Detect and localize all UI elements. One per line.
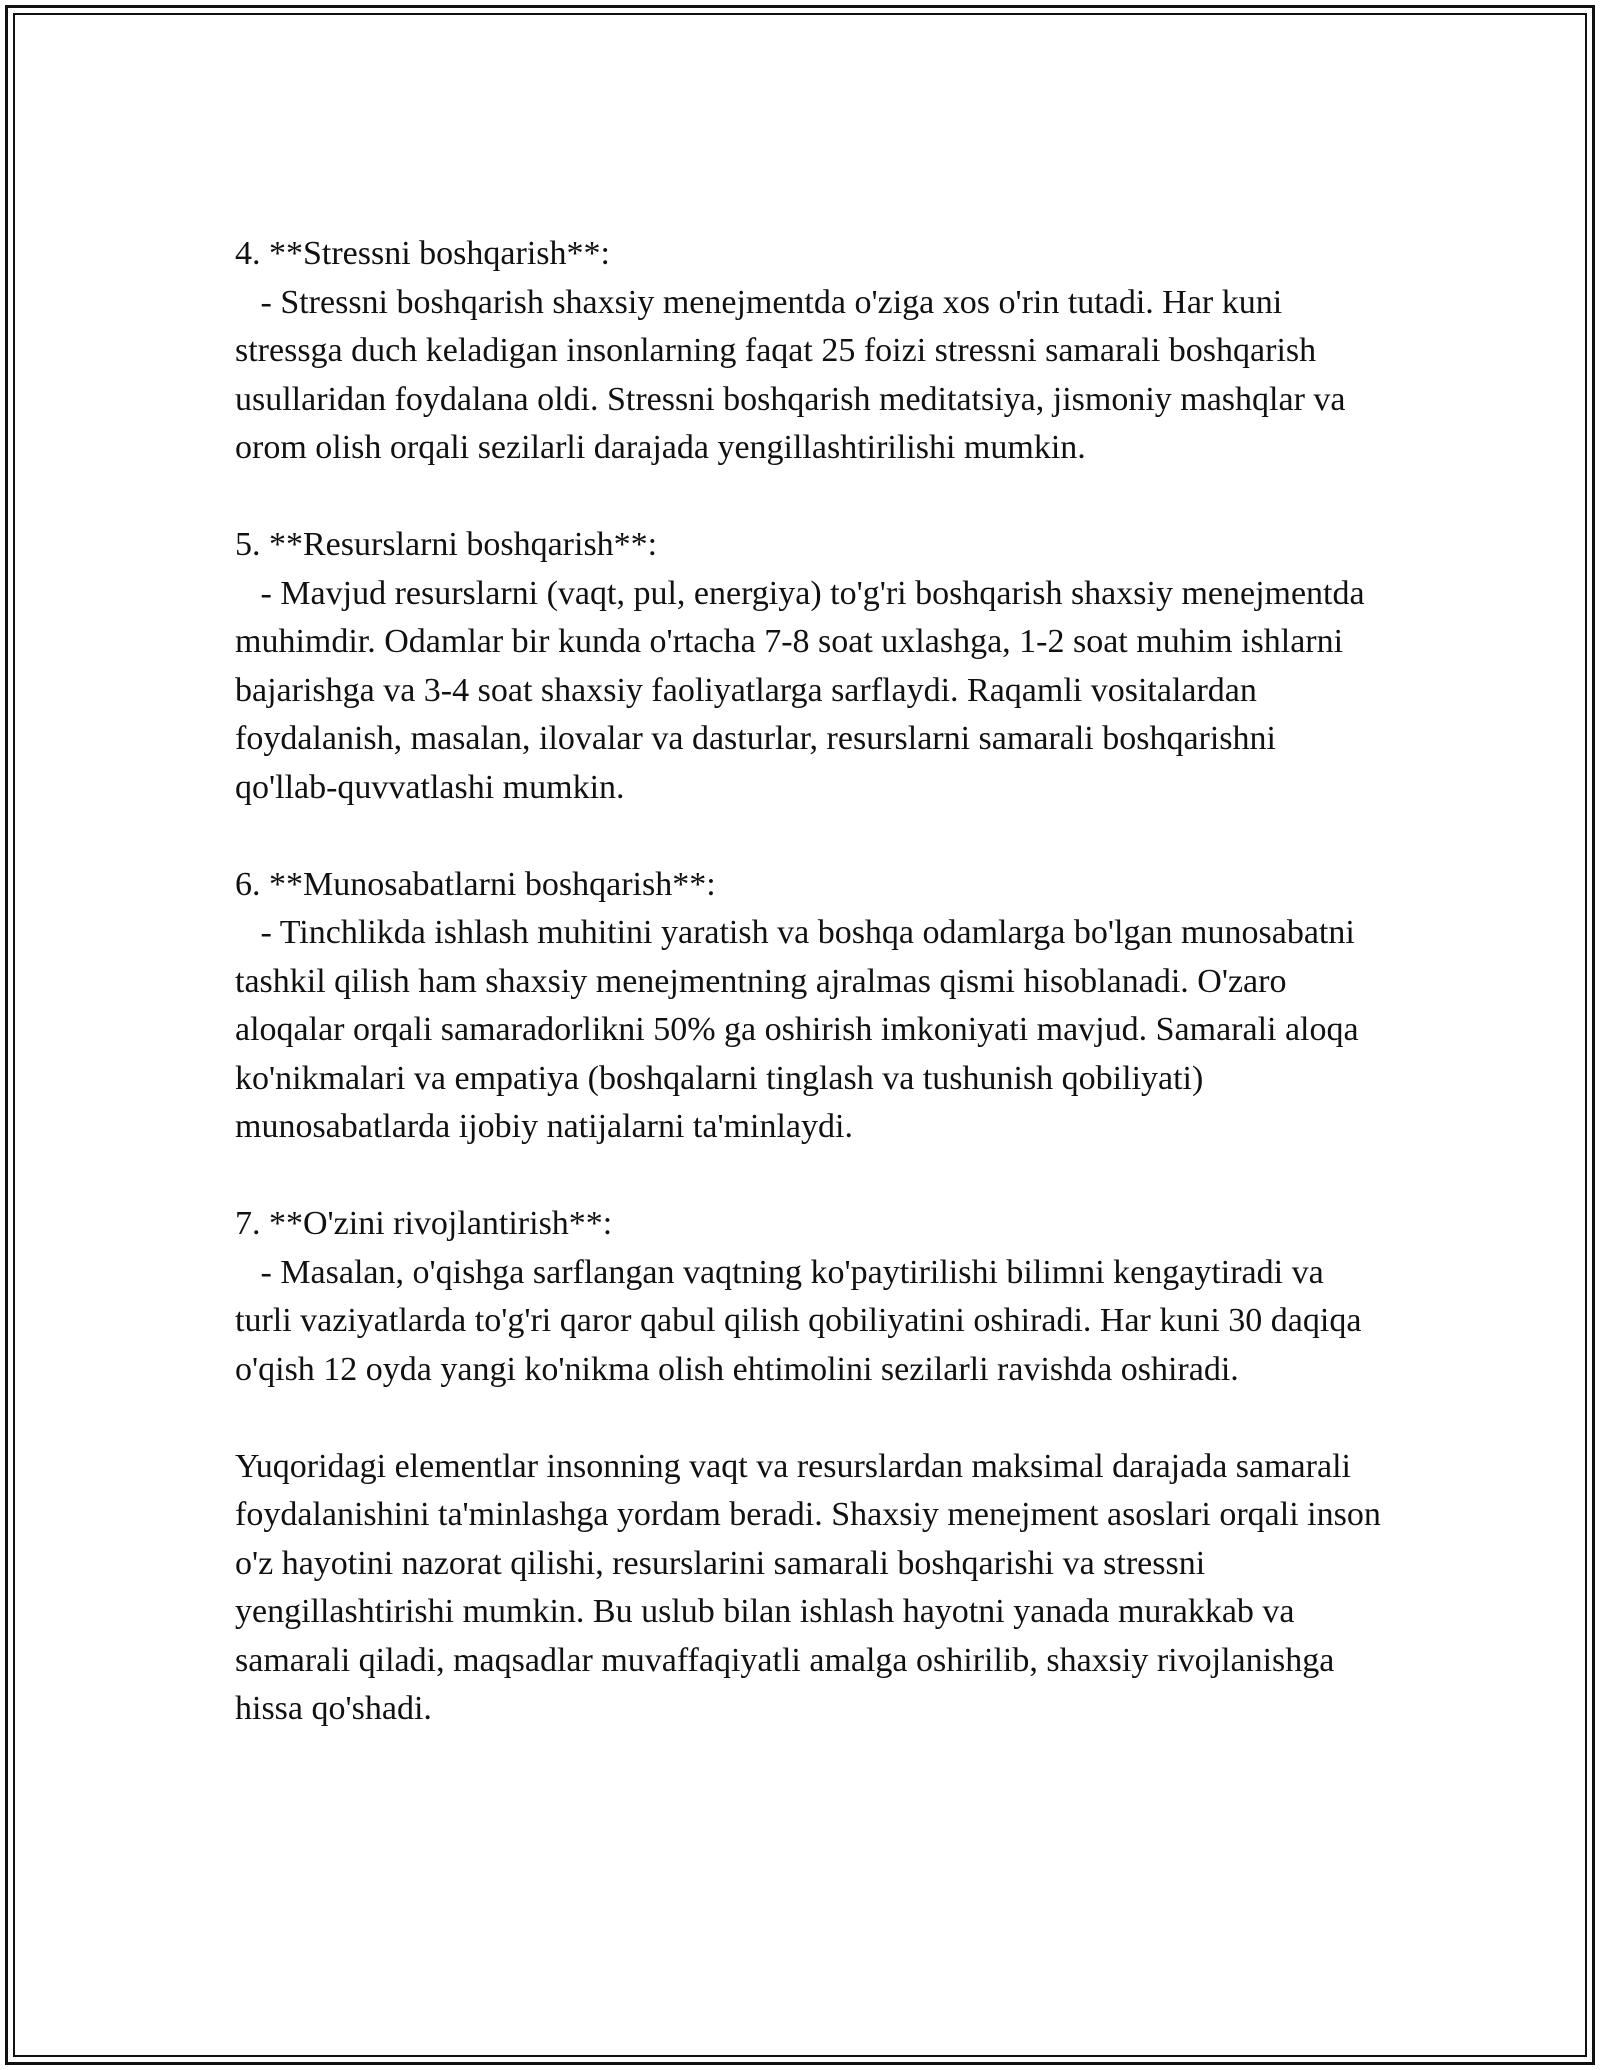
section-heading: 6. **Munosabatlarni boshqarish**: (235, 865, 716, 903)
section-resources (235, 521, 1385, 812)
section-heading: 4. **Stressni boshqarish**: (235, 235, 610, 272)
section-relationships (235, 861, 1385, 1152)
section-paragraph: - Stressni boshqarish shaxsiy menejmentda o'ziga xos o'rin tutadi. Har kuni stressga duch keladigan insonlarning faqat 25 foizi stressni samarali boshqarish usullaridan foydalana oldi. Stressni boshqarish meditatsiya, jismoniy mashqlar va orom olish orqali sezilarli darajada yengillashtirilishi mumkin. (235, 283, 1354, 466)
section-stress (235, 230, 1385, 473)
section-heading: 7. **O'zini rivojlantirish**: (235, 1205, 613, 1242)
section-self-development (235, 1200, 1385, 1394)
closing-paragraph: Yuqoridagi elementlar insonning vaqt va resurslardan maksimal darajada samarali foydalanishini ta'minlashga yordam beradi. Shaxsiy menejment asoslari orqali inson o'z hayotini nazorat qilishi, resurslarini samarali boshqarishi va stressni yengillashtirishi mumkin. Bu uslub bilan ishlash hayotni yanada murakkab va samarali qiladi, maqsadlar muvaffaqiyatli amalga oshirilib, shaxsiy rivojlanishga hissa qo'shadi. (235, 1447, 1390, 1727)
document-body (235, 230, 1390, 1734)
section-paragraph: - Mavjud resurslarni (vaqt, pul, energiya) to'g'ri boshqarish shaxsiy menejmentda muhimdir. Odamlar bir kunda o'rtacha 7-8 soat uxlashga, 1-2 soat muhim ishlarni bajarishga va 3-4 soat shaxsiy faoliyatlarga sarflaydi. Raqamli vositalardan foydalanish, masalan, ilovalar va dasturlar, resurslarni samarali boshqarishni qo'llab-quvvatlashi mumkin. (235, 574, 1374, 806)
section-paragraph: - Masalan, o'qishga sarflangan vaqtning ko'paytirilishi bilimni kengaytiradi va turli vaziyatlarda to'g'ri qaror qabul qilish qobiliyatini oshiradi. Har kuni 30 daqiqa o'qish 12 oyda yangi ko'nikma olish ehtimolini sezilarli ravishda oshiradi. (235, 1253, 1370, 1388)
section-paragraph: - Tinchlikda ishlash muhitini yaratish va boshqa odamlarga bo'lgan munosabatni tashkil qilish ham shaxsiy menejmentning ajralmas qismi hisoblanadi. O'zaro aloqalar orqali samaradorlikni 50% ga oshirish imkoniyati mavjud. Samarali aloqa ko'nikmalari va empatiya (boshqalarni tinglash va tushunish qobiliyati) munosabatlarda ijobiy natijalarni ta'minlaydi. (235, 914, 1368, 1145)
section-heading: 5. **Resurslarni boshqarish**: (235, 526, 658, 563)
